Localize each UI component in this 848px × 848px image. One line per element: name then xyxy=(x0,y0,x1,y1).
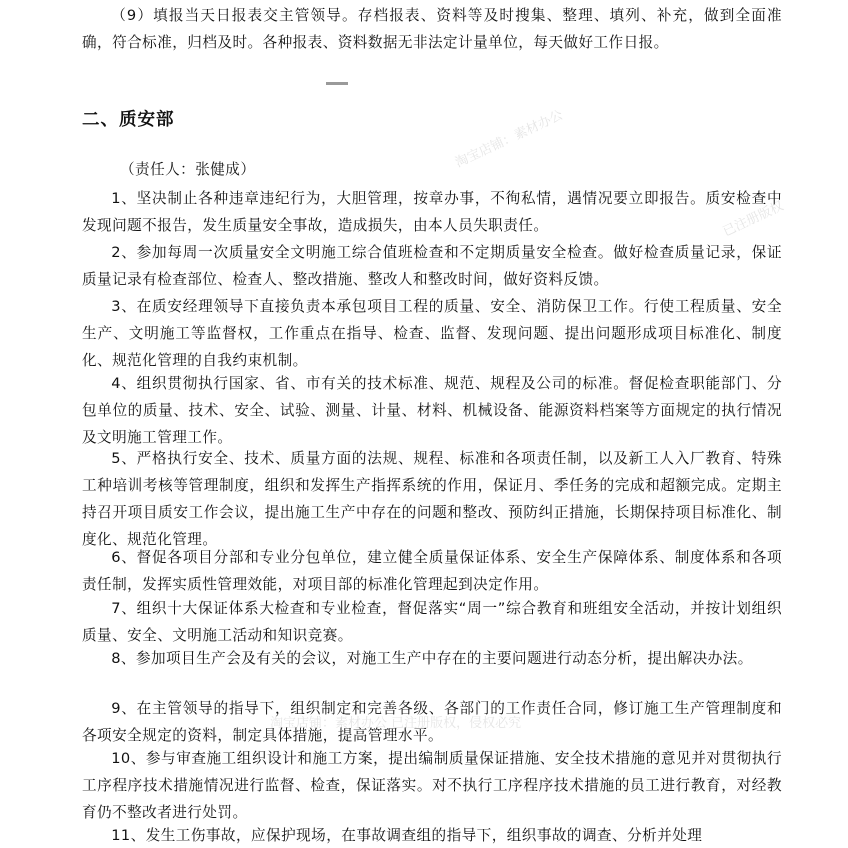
list-item: 1、坚决制止各种违章违纪行为，大胆管理，按章办事，不徇私情，遇情况要立即报告。质安检查中发现问题不报告，发生质量安全事故，造成损失，由本人员失职责任。 xyxy=(82,190,782,234)
watermark-text: 已注册版权 xyxy=(720,198,786,240)
list-item: 8、参加项目生产会及有关的会议，对施工生产中存在的主要问题进行动态分析，提出解决办法。 xyxy=(111,650,753,667)
list-item: 5、严格执行安全、技术、质量方面的法规、规程、标准和各项责任制，以及新工人入厂教育、特殊工种培训考核等管理制度，组织和发挥生产指挥系统的作用，保证月、季任务的完成和超额完成。定期主持召开项目质安工作会议，提出施工生产中存在的问题和整改、预防纠正措施，长期保持项目标准化、制度化、规范化管理。 xyxy=(82,450,782,548)
section-title: 二、质安部 xyxy=(82,110,175,130)
list-item: 6、督促各项目分部和专业分包单位，建立健全质量保证体系、安全生产保障体系、制度体系和各项责任制，发挥实质性管理效能，对项目部的标准化管理起到决定作用。 xyxy=(82,549,782,593)
list-item: 9、在主管领导的指导下，组织制定和完善各级、各部门的工作责任合同，修订施工生产管理制度和各项安全规定的资料，制定具体措施，提高管理水平。 xyxy=(82,700,782,744)
list-item: 7、组织十大保证体系大检查和专业检查，督促落实“周一”综合教育和班组安全活动，并按计划组织质量、安全、文明施工活动和知识竞赛。 xyxy=(82,600,782,644)
list-item: 10、参与审查施工组织设计和施工方案，提出编制质量保证措施、安全技术措施的意见并对贯彻执行工序程序技术措施情况进行监督、检查，保证落实。对不执行工序程序技术措施的员工进行教育，对经教育仍不整改者进行处罚。 xyxy=(82,750,782,821)
intro-paragraph: （9）填报当天日报表交主管领导。存档报表、资料等及时搜集、整理、填列、补充，做到全面准确，符合标准，归档及时。各种报表、资料数据无非法定计量单位，每天做好工作日报。 xyxy=(82,7,782,51)
list-item: 4、组织贯彻执行国家、省、市有关的技术标准、规范、规程及公司的标准。督促检查职能部门、分包单位的质量、技术、安全、试验、测量、计量、材料、机械设备、能源资料档案等方面规定的执行情况及文明施工管理工作。 xyxy=(82,375,782,446)
list-item: 2、参加每周一次质量安全文明施工综合值班检查和不定期质量安全检查。做好检查质量记录，保证质量记录有检查部位、检查人、整改措施、整改人和整改时间，做好资料反馈。 xyxy=(82,244,782,288)
watermark-text: 淘宝店铺：素材办公 xyxy=(453,107,566,171)
responsible-person: （责任人：张健成） xyxy=(120,161,256,178)
divider xyxy=(326,82,348,85)
list-item: 3、在质安经理领导下直接负责本承包项目工程的质量、安全、消防保卫工作。行使工程质量、安全生产、文明施工等监督权，工作重点在指导、检查、监督、发现问题、提出问题形成项目标准化、制度化、规范化管理的自我约束机制。 xyxy=(82,298,782,369)
watermark-text: 淘宝店铺：素材办公 已注册版权，侵权必究 xyxy=(270,716,522,731)
list-item: 11、发生工伤事故，应保护现场，在事故调查组的指导下，组织事故的调查、分析并处理 xyxy=(111,827,703,844)
